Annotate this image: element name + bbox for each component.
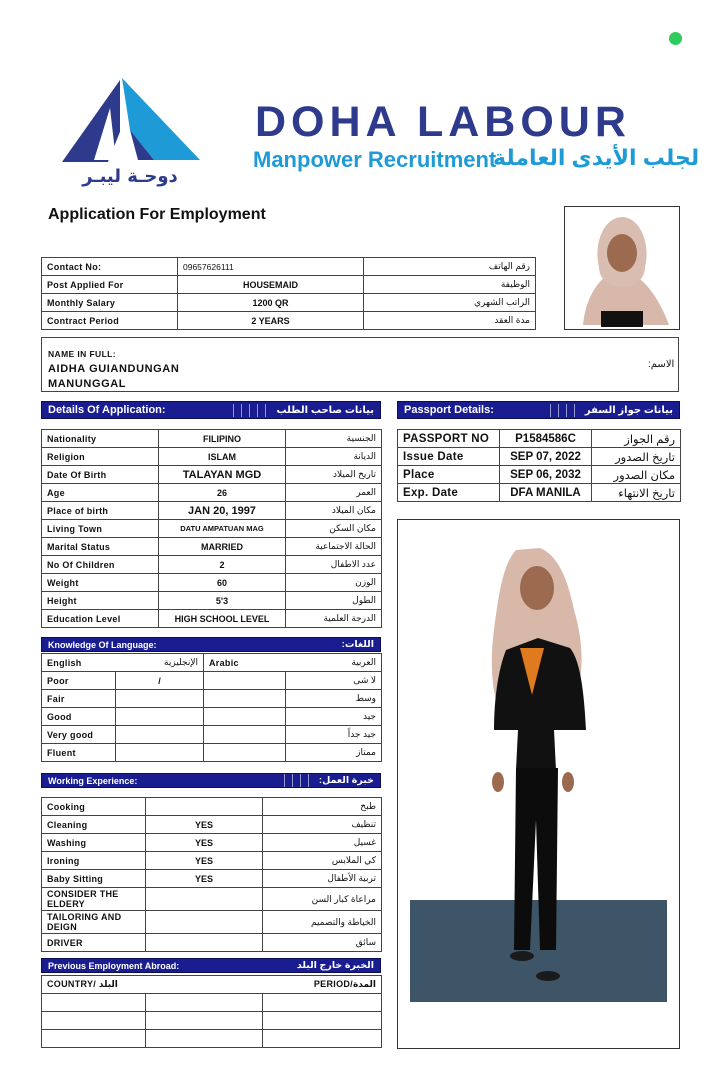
language-row [42,672,382,690]
previous-employment-header [41,958,381,973]
detail-label: No Of Children [42,556,159,574]
detail-label-ar: الوزن [286,574,382,592]
previous-row [42,994,382,1012]
country-spacer [146,976,263,994]
experience-row [42,816,382,834]
skill-label: DRIVER [42,934,146,952]
contact-row [42,294,536,312]
contact-label: Contact No: [42,258,178,276]
skill-label-ar: مراعاة كبار السن [263,888,382,911]
detail-label: Living Town [42,520,159,538]
passport-row [398,466,681,484]
full-name-line2: MANUNGGAL [48,378,127,390]
experience-row [42,834,382,852]
skill-label-ar: تنظيف [263,816,382,834]
skill-value: YES [146,852,263,870]
previous-row [42,1012,382,1030]
detail-label-ar: مكان السكن [286,520,382,538]
previous-head-row [42,976,382,994]
detail-label-ar: الجنسية [286,430,382,448]
passport-label: PASSPORT NO [398,430,500,448]
brand-subtitle: Manpower Recruitment [253,147,497,172]
full-name-line1: AIDHA GUIANDUNGAN [48,363,180,375]
level-label-ar: جيد جداً [286,726,382,744]
document-title: Application For Employment [48,206,266,223]
skill-value: YES [146,816,263,834]
detail-value: TALAYAN MGD [159,466,286,484]
language-row [42,708,382,726]
detail-value: 2 [159,556,286,574]
detail-label-ar: العمر [286,484,382,502]
passport-header [397,401,680,419]
experience-row [42,888,382,911]
detail-value: 5'3 [159,592,286,610]
passport-value: P1584586C [500,430,592,448]
header-decoration [284,774,309,787]
detail-label-ar: عدد الاطفال [286,556,382,574]
contact-value: 09657626111 [178,258,364,276]
detail-label-ar: الطول [286,592,382,610]
arabic-level-mark [204,672,286,690]
period-label: PERIOD/المدة [263,976,382,994]
experience-row [42,911,382,934]
experience-row [42,934,382,952]
detail-label: Date Of Birth [42,466,159,484]
detail-label-ar: تاريخ الميلاد [286,466,382,484]
experience-title-ar: خبرة العمل: [318,775,374,786]
detail-label-ar: الديانة [286,448,382,466]
previous-title: Previous Employment Abroad: [48,960,180,971]
header-decoration [233,404,266,417]
full-name [48,362,179,392]
previous-title-ar: الخبرة خارج البلد [296,960,374,971]
skill-label: Baby Sitting [42,870,146,888]
skill-value: YES [146,870,263,888]
level-label: Good [42,708,116,726]
brand-title: DOHA LABOUR [255,98,631,146]
language-row [42,726,382,744]
language-title: Knowledge Of Language: [48,639,157,650]
arabic-level-mark [204,690,286,708]
arabic-level-mark [204,708,286,726]
level-label-ar: وسط [286,690,382,708]
language-row [42,744,382,762]
contact-value: 2 YEARS [178,312,364,330]
detail-value: 60 [159,574,286,592]
level-label: Very good [42,726,116,744]
details-title-ar: بيانات صاحب الطلب [276,404,374,416]
english-label: English [42,654,116,672]
passport-label-ar: تاريخ الانتهاء [592,484,681,502]
passport-label-ar: رقم الجواز [592,430,681,448]
header-decoration [550,404,575,417]
details-table [41,429,382,628]
arabic-label-ar: العربية [286,654,382,672]
detail-value: FILIPINO [159,430,286,448]
passport-value: SEP 07, 2022 [500,448,592,466]
passport-label-ar: تاريخ الصدور [592,448,681,466]
detail-label-ar: الدرجة العلمية [286,610,382,628]
arabic-label: Arabic [204,654,286,672]
detail-label-ar: الحالة الاجتماعية [286,538,382,556]
experience-row [42,798,382,816]
passport-label: Exp. Date [398,484,500,502]
detail-value: MARRIED [159,538,286,556]
language-table [41,653,382,762]
details-row [42,430,382,448]
english-level-mark [116,726,204,744]
contact-value: 1200 QR [178,294,364,312]
passport-label-ar: مكان الصدور [592,466,681,484]
contact-label-ar: مدة العقد [364,312,536,330]
previous-cell [42,994,146,1012]
detail-value: 26 [159,484,286,502]
skill-label: Cooking [42,798,146,816]
level-label-ar: جيد [286,708,382,726]
skill-value [146,934,263,952]
details-title: Details Of Application: [48,404,166,416]
detail-value: ISLAM [159,448,286,466]
passport-row [398,484,681,502]
detail-label: Height [42,592,159,610]
previous-cell [146,1012,263,1030]
detail-label-ar: مكان الميلاد [286,502,382,520]
english-level-mark [116,744,204,762]
logo-text-ar: دوحـة ليبـر [82,166,178,187]
skill-label-ar: طبخ [263,798,382,816]
details-row [42,556,382,574]
doha-labour-logo [50,72,210,187]
passport-title: Passport Details: [404,404,494,416]
contact-label: Monthly Salary [42,294,178,312]
passport-title-ar: بيانات جواز السفر [584,404,673,416]
previous-cell [263,1030,382,1048]
details-row [42,574,382,592]
contact-label-ar: رقم الهاتف [364,258,536,276]
previous-row [42,1030,382,1048]
detail-value: JAN 20, 1997 [159,502,286,520]
previous-employment-table [41,975,382,1048]
experience-row [42,852,382,870]
contact-row [42,258,536,276]
language-head-row [42,654,382,672]
previous-cell [263,1012,382,1030]
skill-label-ar: سائق [263,934,382,952]
experience-row [42,870,382,888]
skill-value: YES [146,834,263,852]
passport-table [397,429,681,502]
detail-label: Marital Status [42,538,159,556]
status-dot [669,32,682,45]
level-label: Fair [42,690,116,708]
contact-table [41,257,536,330]
arabic-level-mark [204,744,286,762]
skill-label: CONSIDER THE ELDERY [42,888,146,911]
previous-cell [42,1012,146,1030]
skill-label: Ironing [42,852,146,870]
language-header [41,637,381,652]
level-label-ar: لا شى [286,672,382,690]
name-label: NAME IN FULL: [48,349,116,359]
contact-label: Contract Period [42,312,178,330]
skill-label: TAILORING AND DEIGN [42,911,146,934]
experience-header [41,773,381,788]
language-row [42,690,382,708]
contact-row [42,312,536,330]
passport-row [398,430,681,448]
passport-label: Issue Date [398,448,500,466]
details-row [42,484,382,502]
details-row [42,592,382,610]
arabic-level-mark [204,726,286,744]
experience-table [41,797,382,952]
details-row [42,610,382,628]
contact-label: Post Applied For [42,276,178,294]
level-label: Fluent [42,744,116,762]
detail-label: Age [42,484,159,502]
previous-cell [146,994,263,1012]
detail-value: DATU AMPATUAN MAG [159,520,286,538]
english-level-mark [116,690,204,708]
level-label: Poor [42,672,116,690]
passport-value: SEP 06, 2032 [500,466,592,484]
passport-value: DFA MANILA [500,484,592,502]
skill-label-ar: الخياطة والتصميم [263,911,382,934]
detail-label: Education Level [42,610,159,628]
contact-label-ar: الوظيفة [364,276,536,294]
level-label-ar: ممتاز [286,744,382,762]
skill-value [146,888,263,911]
skill-label: Cleaning [42,816,146,834]
brand-subtitle-ar: لجلب الأيدى العاملة [493,145,700,170]
detail-label: Place of birth [42,502,159,520]
contact-label-ar: الراتب الشهري [364,294,536,312]
detail-label: Religion [42,448,159,466]
details-row [42,520,382,538]
detail-label: Weight [42,574,159,592]
skill-value [146,798,263,816]
previous-cell [42,1030,146,1048]
skill-label-ar: كي الملابس [263,852,382,870]
detail-label: Nationality [42,430,159,448]
experience-title: Working Experience: [48,775,138,786]
language-title-ar: اللغات: [341,639,374,650]
details-row [42,502,382,520]
english-level-mark [116,708,204,726]
name-label-ar: الاسم: [648,359,675,370]
previous-cell [146,1030,263,1048]
skill-label-ar: تربية الأطفال [263,870,382,888]
details-row [42,448,382,466]
skill-value [146,911,263,934]
country-label: COUNTRY/ البلد [42,976,146,994]
contact-row [42,276,536,294]
skill-label: Washing [42,834,146,852]
skill-label-ar: غسيل [263,834,382,852]
full-body-photo [397,519,680,1049]
contact-value: HOUSEMAID [178,276,364,294]
details-header [41,401,381,419]
portrait-photo [564,206,680,330]
details-row [42,466,382,484]
english-level-mark: / [116,672,204,690]
details-row [42,538,382,556]
passport-label: Place [398,466,500,484]
previous-cell [263,994,382,1012]
detail-value: HIGH SCHOOL LEVEL [159,610,286,628]
english-label-ar: الإنجليزية [116,654,204,672]
passport-row [398,448,681,466]
